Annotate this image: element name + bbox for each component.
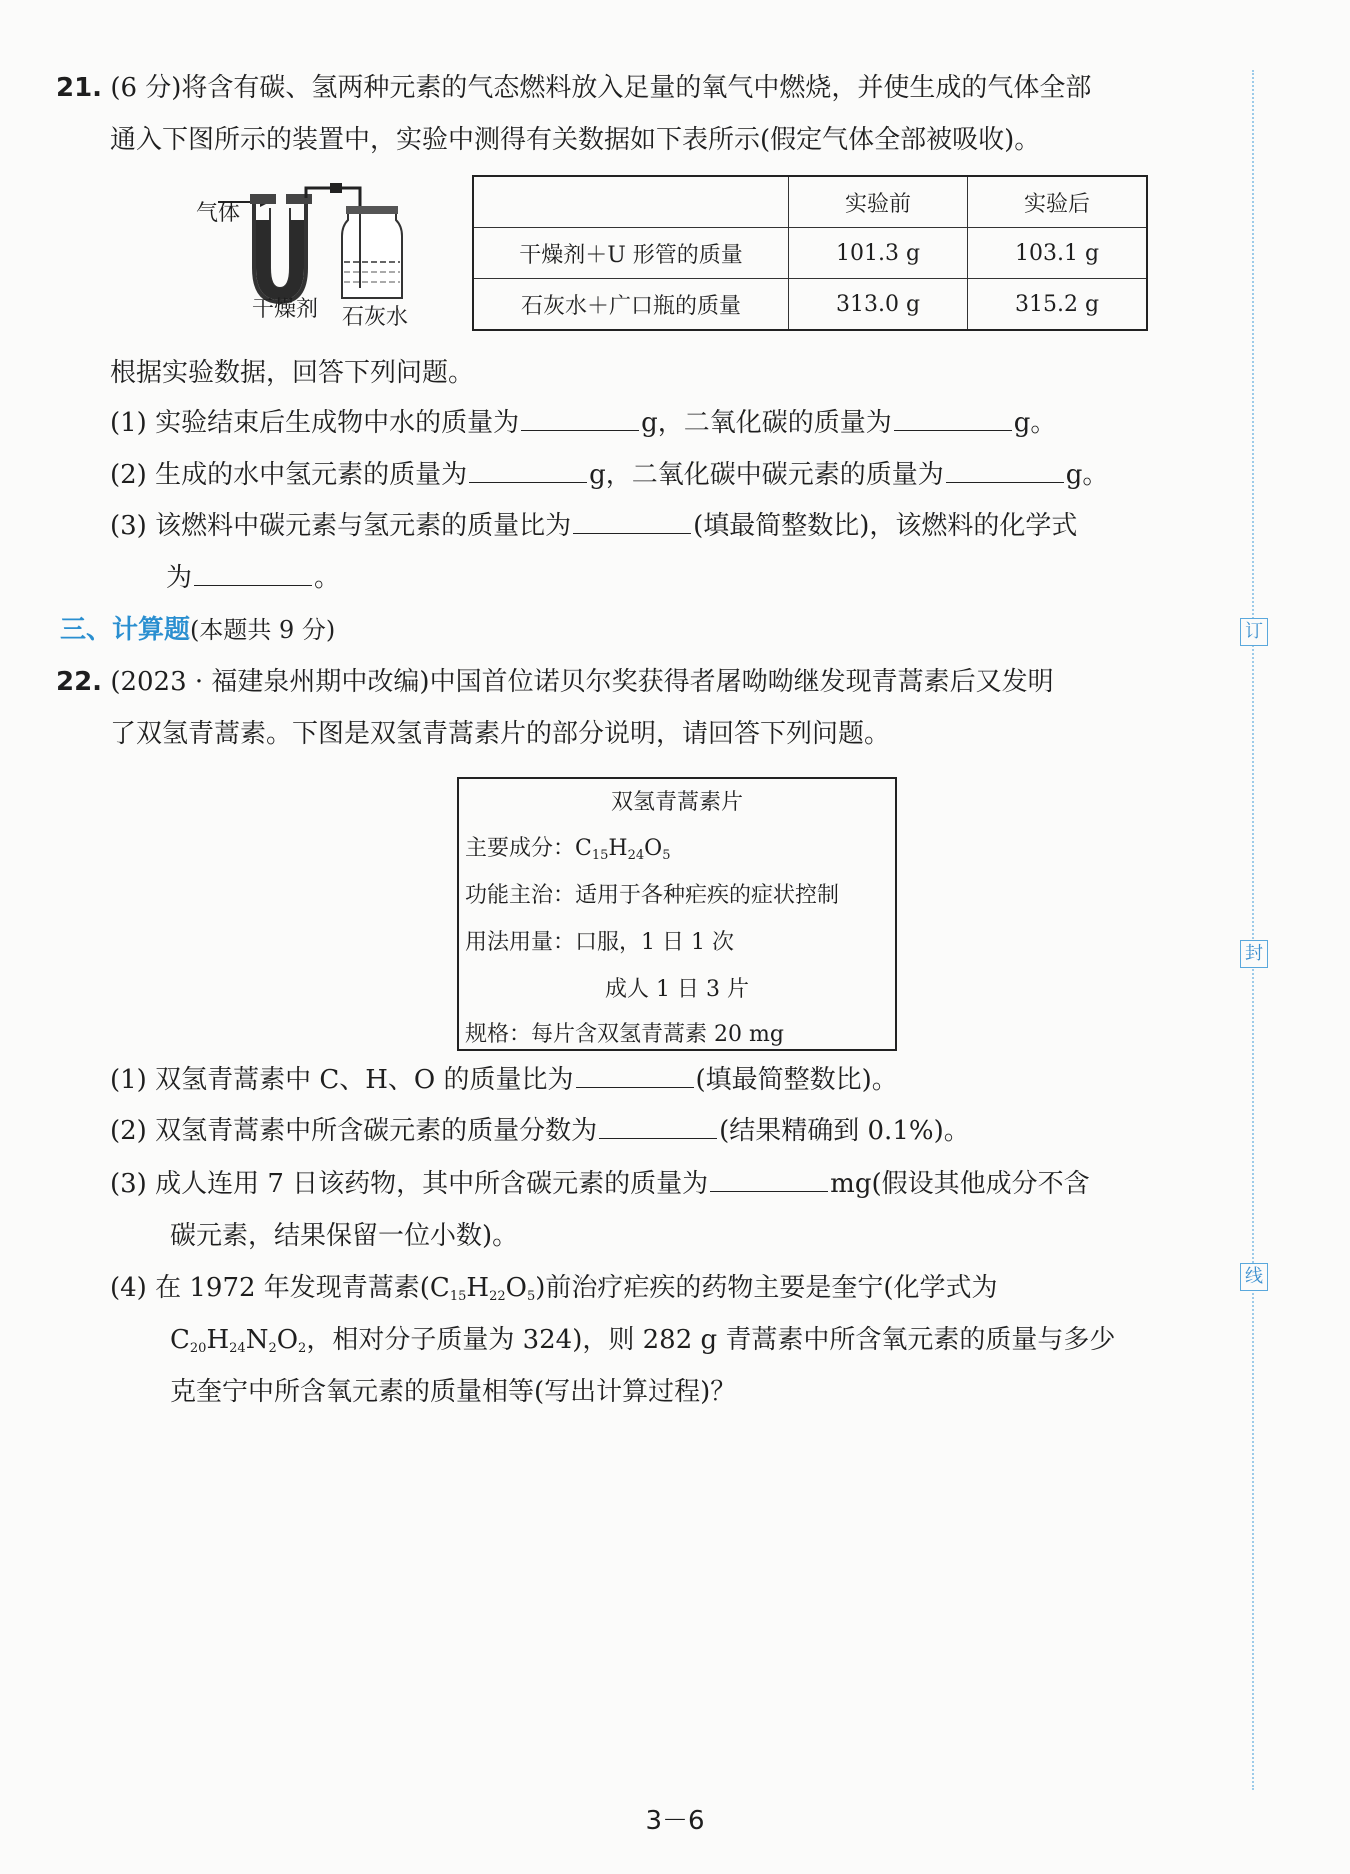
formula-subscript: 22 xyxy=(489,1289,506,1304)
q21-number: 21. xyxy=(56,73,103,103)
q21-part3-text-d: 。 xyxy=(314,563,341,593)
q22-part2-text: (2) 双氢青蒿素中所含碳元素的质量分数为 xyxy=(110,1116,598,1146)
formula-element: H xyxy=(608,836,628,861)
answer-blank[interactable] xyxy=(576,1063,694,1088)
table-cell: 干燥剂＋U 形管的质量 xyxy=(473,228,789,279)
q21-part3-text: (3) 该燃料中碳元素与氢元素的质量比为 xyxy=(110,511,572,541)
q22-part2 xyxy=(110,1113,970,1149)
q22-part4 xyxy=(110,1270,998,1315)
section-note: (本题共 9 分) xyxy=(190,616,336,644)
wide-mouth-bottle xyxy=(342,210,402,298)
q21-part2-text-b: g，二氧化碳中碳元素的质量为 xyxy=(589,460,944,490)
page-number: 3－6 xyxy=(645,1806,705,1836)
q21-part3-cont xyxy=(166,560,340,596)
label-function: 功能主治：适用于各种疟疾的症状控制 xyxy=(465,883,840,908)
answer-blank[interactable] xyxy=(946,458,1064,483)
formula-subscript: 5 xyxy=(662,848,671,863)
answer-blank[interactable] xyxy=(573,509,691,534)
q22-number: 22. xyxy=(56,667,103,697)
answer-blank[interactable] xyxy=(194,561,312,586)
tube-clamp xyxy=(330,183,342,193)
label-spec: 规格：每片含双氢青蒿素 20 mg xyxy=(465,1022,784,1047)
side-mark-ding: 订 xyxy=(1240,618,1268,646)
q22-stem-2: 了双氢青蒿素。下图是双氢青蒿素片的部分说明，请回答下列问题。 xyxy=(110,719,891,749)
q22-part2-text-b: (结果精确到 0.1%)。 xyxy=(719,1116,970,1146)
table-cell: 315.2 g xyxy=(968,279,1148,331)
bottle-stopper xyxy=(346,206,398,214)
q21-stem-2: 通入下图所示的装置中，实验中测得有关数据如下表所示(假定气体全部被吸收)。 xyxy=(110,125,1041,155)
q21-part3-text-b: (填最简整数比)，该燃料的化学式 xyxy=(693,511,1078,541)
binding-dotted-line xyxy=(1252,70,1254,1790)
q22-part4-cont xyxy=(170,1322,1115,1367)
q21-part2-text: (2) 生成的水中氢元素的质量为 xyxy=(110,460,468,490)
label-usage: 用法用量：口服，1 日 1 次 xyxy=(465,930,734,955)
table-cell: 101.3 g xyxy=(789,228,968,279)
side-mark-xian: 线 xyxy=(1240,1263,1268,1291)
formula-subscript: 2 xyxy=(298,1341,307,1356)
q21-part1-text: (1) 实验结束后生成物中水的质量为 xyxy=(110,408,520,438)
formula-element: C xyxy=(575,836,592,861)
q22-part4-text-d: )前治疗疟疾的药物主要是奎宁(化学式为 xyxy=(535,1273,998,1303)
table-cell: 石灰水＋广口瓶的质量 xyxy=(473,279,789,331)
answer-blank[interactable] xyxy=(599,1114,717,1139)
q21-part1 xyxy=(110,405,1056,441)
desiccant-fill xyxy=(256,220,304,300)
q22-part1 xyxy=(110,1062,898,1098)
q22-part3-cont: 碳元素，结果保留一位小数)。 xyxy=(170,1221,519,1251)
formula-subscript: 15 xyxy=(449,1289,467,1304)
q21-stem-1: (6 分)将含有碳、氢两种元素的气态燃料放入足量的氧气中燃烧，并使生成的气体全部 xyxy=(110,73,1092,103)
table-row xyxy=(473,228,1147,279)
q21-part2 xyxy=(110,457,1108,493)
q21-part1-text-c: g。 xyxy=(1013,408,1057,438)
formula-subscript: 5 xyxy=(526,1289,536,1304)
table-header-cell xyxy=(473,176,789,228)
q21-part1-text-b: g，二氧化碳的质量为 xyxy=(641,408,892,438)
limewater-label: 石灰水 xyxy=(342,305,409,330)
table-cell: 103.1 g xyxy=(968,228,1148,279)
formula-subscript: 24 xyxy=(229,1341,246,1356)
q21-part2-text-c: g。 xyxy=(1065,460,1109,490)
experiment-data-table xyxy=(472,175,1148,331)
q22-part4-cont2: 克奎宁中所含氧元素的质量相等(写出计算过程)？ xyxy=(170,1377,737,1407)
gas-label: 气体 xyxy=(196,201,241,226)
medicine-label-box xyxy=(457,777,897,1051)
section-3-header xyxy=(60,612,335,648)
formula-element: N xyxy=(245,1325,269,1355)
u-tube-stopper-right xyxy=(286,194,312,204)
answer-blank[interactable] xyxy=(469,458,587,483)
q22-part4-text: (4) 在 1972 年发现青蒿素(C xyxy=(110,1273,450,1303)
label-title: 双氢青蒿素片 xyxy=(610,790,743,815)
formula-element: O xyxy=(276,1325,299,1355)
formula-element: H xyxy=(466,1273,490,1303)
table-header-cell: 实验后 xyxy=(968,176,1148,228)
answer-blank[interactable] xyxy=(894,406,1012,431)
formula-element: C xyxy=(170,1325,190,1355)
u-tube-inner xyxy=(270,208,290,288)
q21-intro: 根据实验数据，回答下列问题。 xyxy=(110,358,475,388)
table-header-cell: 实验前 xyxy=(789,176,968,228)
q22-part4-text-f: ，相对分子质量为 324)，则 282 g 青蒿素中所含氧元素的质量与多少 xyxy=(306,1325,1116,1355)
label-ingredient xyxy=(465,831,670,863)
q21-line1 xyxy=(56,70,1091,106)
q22-line1 xyxy=(56,664,1054,700)
table-cell: 313.0 g xyxy=(789,279,968,331)
side-mark-feng: 封 xyxy=(1240,940,1268,968)
q22-part1-text: (1) 双氢青蒿素中 C、H、O 的质量比为 xyxy=(110,1065,574,1095)
formula-subscript: 2 xyxy=(268,1341,277,1356)
table-header-row xyxy=(473,176,1147,228)
q22-part3 xyxy=(110,1166,1090,1202)
ingredient-prefix: 主要成分： xyxy=(465,836,576,861)
u-tube-stopper-left xyxy=(250,194,276,204)
desiccant-label: 干燥剂 xyxy=(252,297,319,322)
q22-stem-1: (2023 · 福建泉州期中改编)中国首位诺贝尔奖获得者屠呦呦继发现青蒿素后又发明 xyxy=(110,667,1054,697)
formula-subscript: 20 xyxy=(189,1341,207,1356)
q21-part3 xyxy=(110,508,1077,544)
table-row xyxy=(473,279,1147,331)
formula-element: O xyxy=(505,1273,527,1303)
formula-subscript: 15 xyxy=(591,848,609,863)
answer-blank[interactable] xyxy=(521,406,639,431)
formula-element: H xyxy=(206,1325,230,1355)
q21-part3-text-c: 为 xyxy=(166,563,193,593)
q22-part1-text-b: (填最简整数比)。 xyxy=(695,1065,898,1095)
formula-element: O xyxy=(644,836,663,861)
q22-part3-text-b: mg(假设其他成分不含 xyxy=(830,1169,1090,1199)
section-title: 三、计算题 xyxy=(60,615,191,645)
formula-subscript: 24 xyxy=(627,848,645,863)
q22-part3-text: (3) 成人连用 7 日该药物，其中所含碳元素的质量为 xyxy=(110,1169,709,1199)
answer-blank[interactable] xyxy=(710,1167,828,1192)
label-adult-dose: 成人 1 日 3 片 xyxy=(605,977,749,1002)
